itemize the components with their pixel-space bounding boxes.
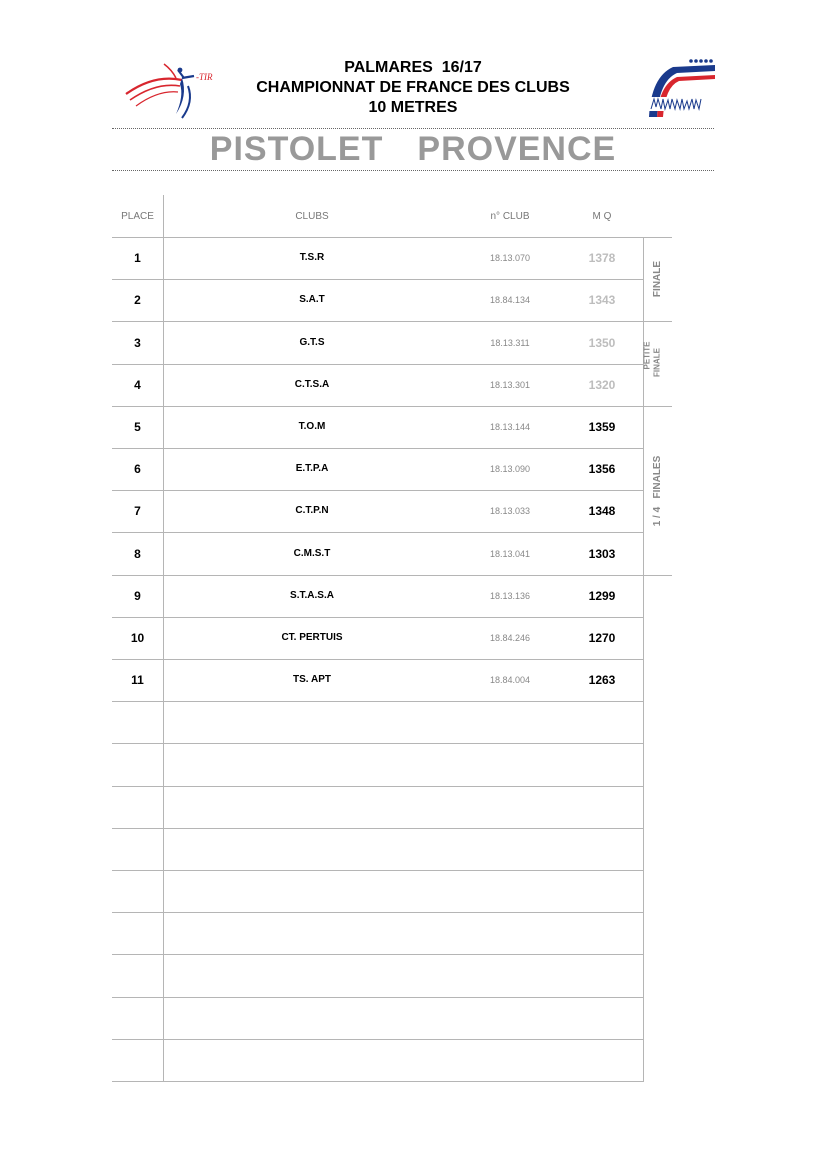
phase-label-finale: FINALE (652, 260, 663, 298)
header-mq: M Q (592, 211, 612, 222)
header-title-block (213, 58, 613, 118)
row-rule (112, 532, 644, 533)
row-rule (112, 1039, 644, 1040)
row-rule (112, 828, 644, 829)
row-club-number: 18.13.311 (490, 337, 530, 348)
row-rule (112, 364, 644, 365)
row-rule (112, 954, 644, 955)
row-rule (112, 912, 644, 913)
row-place: 4 (134, 377, 141, 392)
row-club-number: 18.13.301 (489, 379, 531, 390)
column-divider (163, 195, 164, 1081)
row-club: T.S.R (299, 252, 325, 264)
phase-label-quarter-finals: 1 / 4 FINALES (652, 455, 663, 527)
header-rule (112, 237, 672, 238)
header-clubs: CLUBS (295, 211, 329, 222)
row-place: 8 (134, 546, 141, 561)
row-club: E.T.P.A (295, 463, 329, 475)
row-mq: 1270 (588, 630, 616, 645)
row-rule (112, 279, 644, 280)
row-mq: 1356 (588, 462, 616, 477)
discipline-word-2: PROVENCE (417, 130, 617, 168)
row-club: S.A.T (299, 294, 325, 306)
row-club-number: 18.84.004 (489, 675, 531, 686)
row-club: G.T.S (299, 336, 325, 348)
row-place: 3 (134, 335, 141, 350)
row-mq: 1320 (588, 377, 616, 392)
row-place: 10 (130, 630, 145, 645)
logo-text: -TIR (196, 72, 213, 82)
row-mq: 1348 (588, 504, 616, 519)
row-club: C.M.S.T (293, 547, 331, 559)
row-club-number: 18.84.246 (489, 632, 531, 643)
row-rule (112, 786, 644, 787)
row-place: 1 (134, 251, 141, 266)
row-mq: 1263 (588, 673, 616, 688)
row-mq: 1303 (588, 546, 616, 561)
row-rule (112, 490, 644, 491)
row-club-number: 18.13.090 (489, 464, 531, 475)
header-line-2: CHAMPIONNAT DE FRANCE DES CLUBS (256, 79, 570, 96)
row-mq: 1299 (588, 588, 616, 603)
row-rule (112, 448, 644, 449)
row-club-number: 18.13.136 (489, 590, 531, 601)
row-club: TS. APT (293, 674, 331, 686)
header-line-3: 10 METRES (368, 99, 458, 116)
row-club: T.O.M (298, 420, 326, 432)
row-club-number: 18.13.144 (489, 421, 531, 432)
divider-bottom (112, 170, 714, 171)
row-club-number: 18.13.041 (489, 548, 531, 559)
row-place: 5 (134, 419, 141, 434)
row-club-number: 18.84.134 (489, 295, 531, 306)
row-rule (112, 659, 644, 660)
row-rule (112, 1081, 644, 1082)
row-club-number: 18.13.033 (489, 506, 531, 517)
row-place: 11 (131, 673, 144, 688)
row-mq: 1378 (588, 251, 616, 266)
row-place: 9 (134, 588, 141, 603)
row-club: S.T.A.S.A (290, 589, 334, 601)
row-place: 6 (134, 462, 141, 477)
header-line-1: PALMARES 16/17 (344, 59, 482, 76)
row-rule (112, 997, 644, 998)
header-club-number: n° CLUB (490, 211, 530, 222)
phase-label-petite-finale-2: FINALE (652, 348, 662, 377)
discipline-word-1: PISTOLET (209, 130, 384, 168)
row-club: C.T.P.N (295, 505, 329, 517)
row-rule (112, 617, 644, 618)
row-mq: 1350 (588, 335, 616, 350)
row-club: C.T.S.A (294, 378, 330, 390)
row-place: 2 (134, 293, 141, 308)
header-place: PLACE (121, 211, 154, 222)
row-club-number: 18.13.070 (489, 253, 531, 264)
row-rule (112, 575, 672, 576)
row-rule (112, 321, 672, 322)
row-place: 7 (134, 504, 141, 519)
championship-logo (643, 57, 715, 121)
phase-label-petite-finale-1: PETITE (642, 341, 652, 370)
row-mq: 1359 (588, 419, 616, 434)
row-club: CT. PERTUIS (281, 631, 343, 643)
row-rule (112, 870, 644, 871)
row-rule (112, 406, 672, 407)
row-rule (112, 701, 644, 702)
row-rule (112, 743, 644, 744)
fftir-logo (124, 56, 224, 122)
row-mq: 1343 (588, 293, 616, 308)
discipline-title (112, 128, 714, 170)
